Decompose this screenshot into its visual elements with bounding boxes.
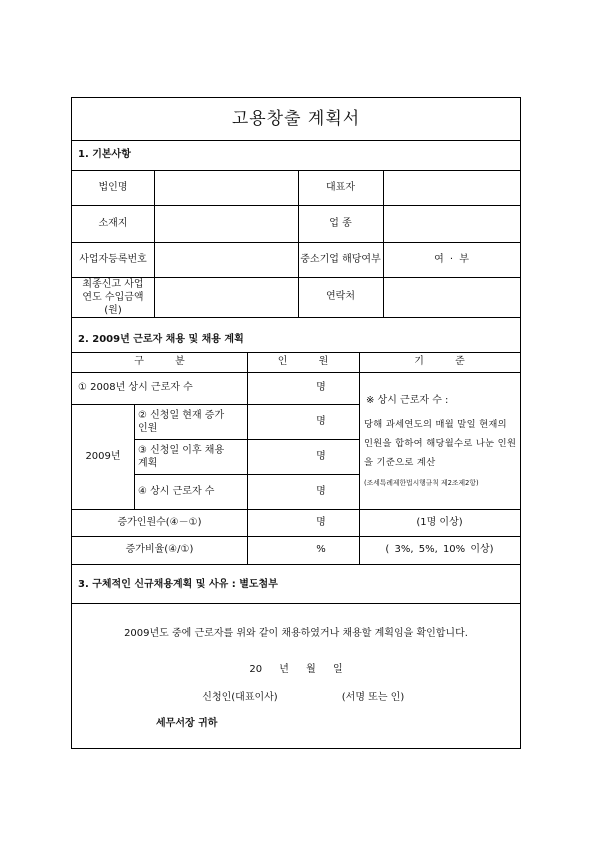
- contact-field[interactable]: [384, 277, 520, 317]
- increase-count-unit: 명: [316, 516, 326, 528]
- section1-heading: 1. 기본사항: [78, 149, 131, 160]
- address-field[interactable]: [155, 205, 298, 242]
- row4-unit: 명: [316, 485, 326, 497]
- increase-count-criteria: (1명 이상): [416, 516, 463, 528]
- signature-label[interactable]: (서명 또는 인): [341, 692, 405, 703]
- divider: [72, 317, 520, 318]
- criteria-title: ※ 상시 근로자 수 :: [366, 395, 449, 406]
- last-report-field[interactable]: [155, 277, 298, 317]
- criteria-reference: (조세특례제한법시행규칙 제2조제2항): [364, 479, 479, 487]
- industry-label: 업 종: [329, 217, 352, 229]
- col-count-header: 인 원: [277, 356, 329, 367]
- increase-ratio-criteria: ( 3%, 5%, 10% 이상): [385, 544, 494, 555]
- section3-heading: 3. 구체적인 신규채용계획 및 사유 : 별도첨부: [78, 579, 278, 590]
- row3-label: ③ 신청일 이후 채용계획: [138, 444, 225, 469]
- increase-ratio-label: 증가비율(④/①): [125, 544, 194, 555]
- year-label: 2009년: [85, 450, 121, 462]
- divider: [72, 564, 520, 565]
- biz-reg-no-label: 사업자등록번호: [79, 253, 147, 265]
- sme-choice[interactable]: 여 · 부: [434, 253, 469, 265]
- row1-unit: 명: [316, 382, 326, 393]
- row2-unit: 명: [316, 415, 326, 427]
- industry-field[interactable]: [384, 205, 520, 242]
- addressee: 세무서장 귀하: [156, 718, 218, 729]
- sme-label: 중소기업 해당여부: [300, 253, 381, 265]
- increase-count-label: 증가인원수(④－①): [117, 516, 202, 528]
- increase-ratio-unit: %: [316, 544, 326, 555]
- criteria-text: 당해 과세연도의 매월 말일 현재의 인원을 합하여 해당월수로 나눈 인원을 기준으로 계산: [364, 419, 517, 468]
- representative-label: 대표자: [326, 181, 355, 193]
- applicant-label: 신청인(대표이사): [202, 692, 278, 703]
- col-category-header: 구 분: [134, 356, 185, 367]
- corp-name-field[interactable]: [155, 170, 298, 205]
- divider: [134, 404, 135, 509]
- form-title: 고용창출 계획서: [231, 109, 361, 129]
- date-line[interactable]: 20 년 월 일: [249, 664, 343, 675]
- divider: [247, 352, 248, 564]
- address-label: 소재지: [98, 217, 128, 229]
- row1-label: ① 2008년 상시 근로자 수: [78, 382, 193, 393]
- col-criteria-header: 기 준: [414, 356, 465, 367]
- row4-label: ④ 상시 근로자 수: [138, 485, 215, 497]
- row3-unit: 명: [316, 450, 326, 462]
- row2-label: ② 신청일 현재 증가인원: [138, 409, 225, 434]
- representative-field[interactable]: [384, 170, 520, 205]
- biz-reg-no-field[interactable]: [155, 242, 298, 277]
- last-report-label: 최종신고 사업연도 수입금액(원): [82, 278, 144, 316]
- corp-name-label: 법인명: [98, 181, 128, 193]
- form-frame: [71, 97, 521, 749]
- confirmation-statement: 2009년도 중에 근로자를 위와 같이 채용하였거나 채용할 계획임을 확인합니다.: [124, 628, 468, 639]
- divider: [72, 603, 520, 604]
- section2-heading: 2. 2009년 근로자 채용 및 채용 계획: [78, 333, 244, 345]
- contact-label: 연락처: [326, 291, 355, 302]
